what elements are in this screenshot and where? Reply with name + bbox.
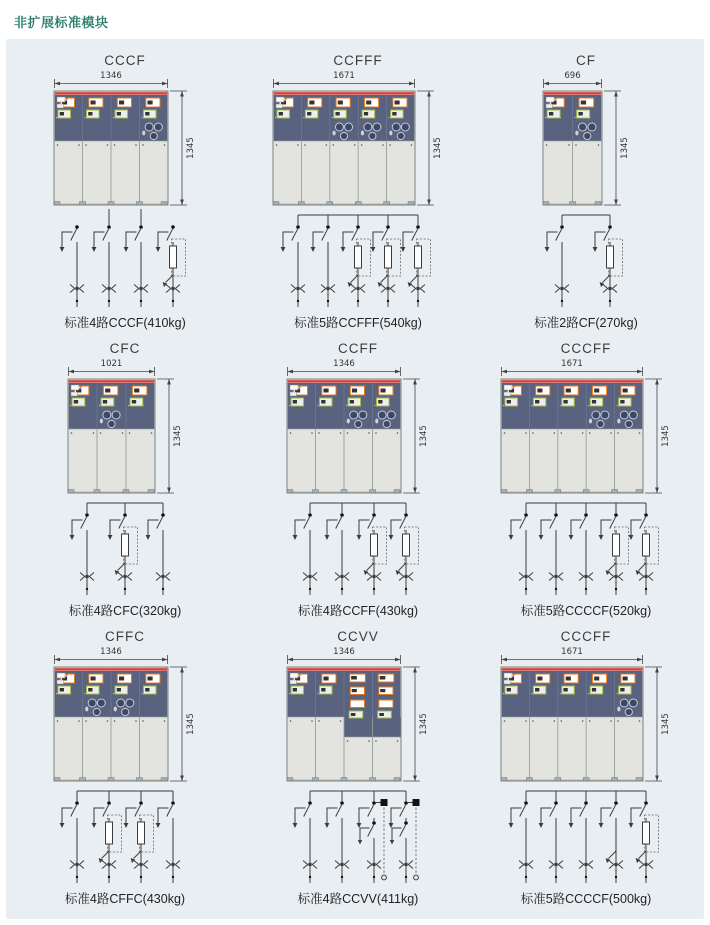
module-caption: 标准5路CCCCF(500kg) — [520, 892, 652, 906]
module-ccff — [286, 341, 430, 619]
circuit-figure — [54, 209, 196, 311]
circuit-diagram — [503, 497, 669, 599]
circuit-diagram — [287, 497, 429, 599]
module-cccf — [53, 53, 197, 331]
module-caption: 标准4路CCFF(430kg) — [297, 604, 419, 618]
cabinet-figure — [542, 69, 631, 209]
cabinet-figure — [500, 645, 672, 785]
module-caption: 标准4路CFFC(430kg) — [64, 892, 186, 906]
circuit-figure — [503, 785, 669, 887]
height-dimension-label: 1345 — [419, 713, 429, 735]
module-ccfff — [272, 53, 444, 331]
cabinet-drawing — [286, 645, 430, 785]
cabinet-drawing — [53, 69, 197, 209]
circuit-figure — [287, 497, 429, 599]
cabinet-drawing — [542, 69, 631, 209]
module-cccff — [500, 341, 672, 619]
circuit-diagram — [54, 785, 196, 887]
module-caption: 标准4路CCCF(410kg) — [64, 316, 186, 330]
cabinet-figure — [500, 357, 672, 497]
module-title: CCFF — [338, 341, 378, 356]
circuit-diagram — [539, 209, 633, 311]
module-cffc — [53, 629, 197, 907]
cabinet-figure — [286, 357, 430, 497]
module-caption: 标准4路CCVV(411kg) — [297, 892, 419, 906]
module-caption: 标准5路CCFFF(540kg) — [294, 316, 422, 330]
width-dimension-label: 1671 — [561, 359, 583, 369]
height-dimension-label: 1345 — [661, 425, 671, 447]
width-dimension-label: 1671 — [561, 647, 583, 657]
cabinet-figure — [53, 69, 197, 209]
circuit-diagram — [275, 209, 441, 311]
height-dimension-label: 1345 — [186, 137, 196, 159]
content-panel — [6, 39, 704, 919]
circuit-diagram — [503, 785, 669, 887]
module-title: CF — [576, 53, 596, 68]
circuit-figure — [64, 497, 186, 599]
width-dimension-label: 1346 — [100, 71, 122, 81]
cabinet-drawing — [500, 645, 672, 785]
width-dimension-label: 1021 — [100, 359, 122, 369]
module-title: CCCFF — [560, 341, 612, 356]
cabinet-drawing — [286, 357, 430, 497]
module-title: CFFC — [105, 629, 145, 644]
height-dimension-label: 1345 — [186, 713, 196, 735]
module-caption: 标准2路CF(270kg) — [534, 316, 638, 330]
height-dimension-label: 1345 — [172, 425, 183, 447]
circuit-figure — [503, 497, 669, 599]
width-dimension-label: 1346 — [100, 647, 122, 657]
circuit-diagram — [287, 785, 429, 887]
module-ccvv — [286, 629, 430, 907]
circuit-diagram — [64, 497, 186, 599]
cabinet-figure — [53, 645, 197, 785]
module-cf — [534, 53, 638, 331]
module-cfc — [64, 341, 186, 619]
width-dimension-label: 696 — [563, 71, 581, 81]
module-title: CFC — [109, 341, 141, 356]
module-title: CCCFF — [560, 629, 612, 644]
cabinet-drawing — [67, 357, 184, 497]
page-title: 非扩展标准模块 — [14, 15, 109, 30]
module-title: CCFFF — [333, 53, 383, 68]
circuit-figure — [287, 785, 429, 887]
module-caption: 标准5路CCCCF(520kg) — [520, 604, 652, 618]
module-title: CCVV — [337, 629, 379, 644]
cabinet-figure — [67, 357, 184, 497]
cabinet-drawing — [53, 645, 197, 785]
width-dimension-label: 1346 — [333, 647, 355, 657]
circuit-diagram — [54, 209, 196, 311]
height-dimension-label: 1345 — [619, 137, 630, 159]
width-dimension-label: 1346 — [333, 359, 355, 369]
height-dimension-label: 1345 — [433, 137, 443, 159]
height-dimension-label: 1345 — [419, 425, 429, 447]
circuit-figure — [539, 209, 633, 311]
module-cccff-2 — [500, 629, 672, 907]
module-title: CCCF — [104, 53, 146, 68]
cabinet-figure — [286, 645, 430, 785]
circuit-figure — [275, 209, 441, 311]
width-dimension-label: 1671 — [333, 71, 355, 81]
circuit-figure — [54, 785, 196, 887]
height-dimension-label: 1345 — [661, 713, 671, 735]
cabinet-figure — [272, 69, 444, 209]
cabinet-drawing — [272, 69, 444, 209]
modules-grid — [12, 53, 698, 907]
cabinet-drawing — [500, 357, 672, 497]
module-caption: 标准4路CFC(320kg) — [68, 604, 182, 618]
